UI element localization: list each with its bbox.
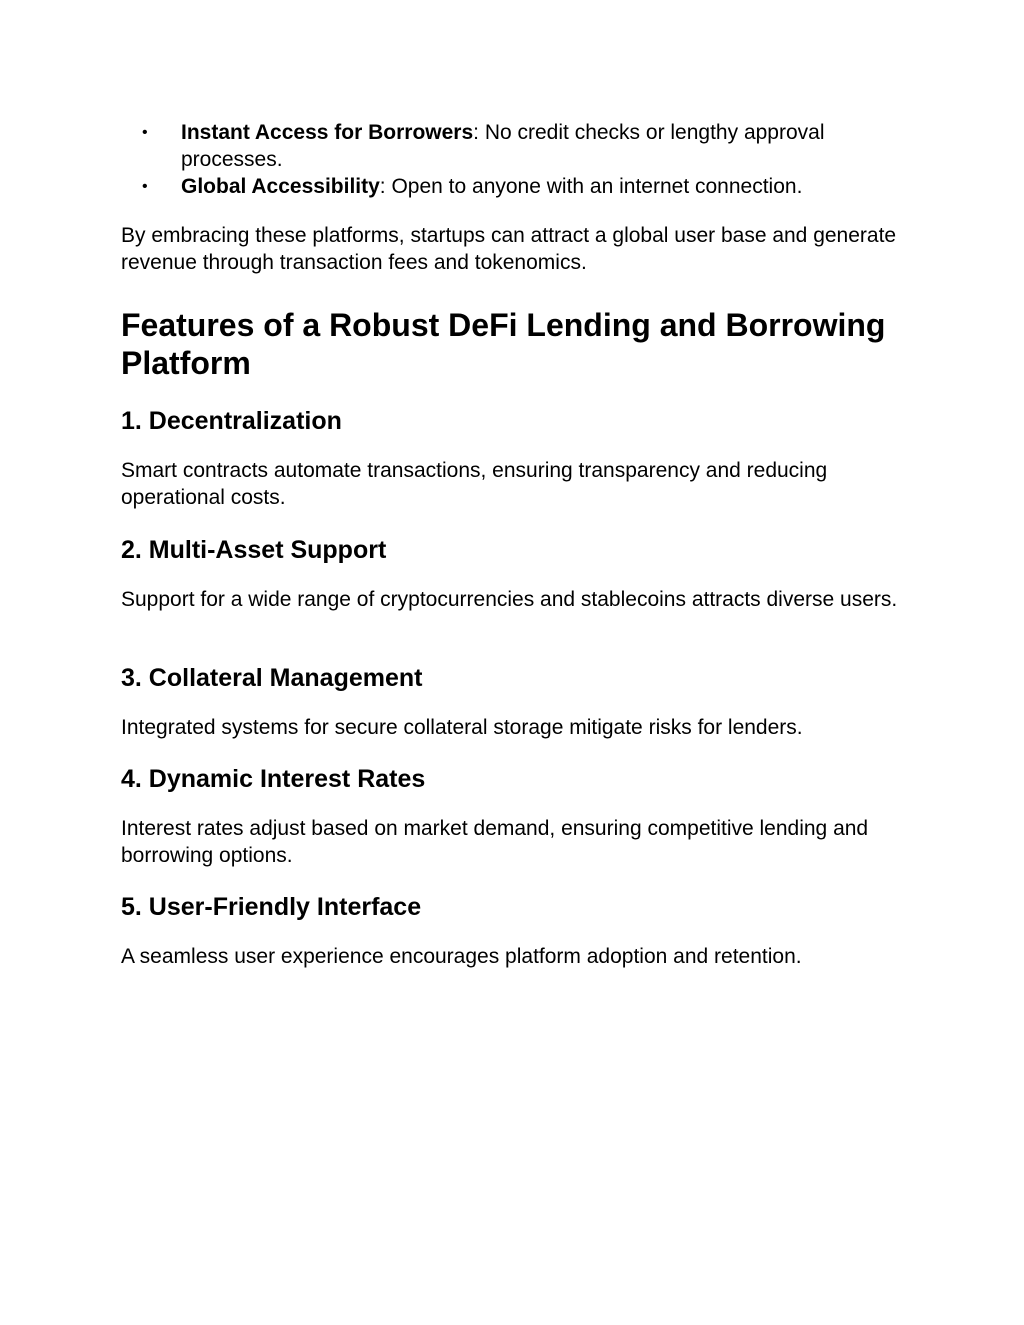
feature-interface-body — [121, 943, 911, 970]
feature-multi-asset-body — [121, 586, 911, 613]
feature-heading: 2. Multi-Asset Support — [121, 536, 387, 564]
bullet-icon: • — [142, 124, 148, 141]
feature-heading: 4. Dynamic Interest Rates — [121, 765, 426, 793]
feature-collateral — [121, 663, 911, 693]
intro-block — [121, 222, 911, 276]
section-title-block — [121, 306, 911, 382]
feature-interest-rates-body — [121, 815, 911, 869]
feature-text: Interest rates adjust based on market demand, ensuring competitive lending and borrowing options. — [121, 817, 869, 867]
list-item — [121, 119, 911, 173]
feature-decentralization — [121, 406, 911, 436]
list-item-text: : No credit checks or lengthy approval processes. — [181, 121, 825, 171]
feature-heading: 5. User-Friendly Interface — [121, 893, 422, 921]
feature-text: Support for a wide range of cryptocurrencies and stablecoins attracts diverse users. — [121, 588, 898, 611]
feature-heading: 1. Decentralization — [121, 407, 342, 435]
bullet-icon: • — [142, 178, 148, 195]
feature-text: Smart contracts automate transactions, ensuring transparency and reducing operational costs. — [121, 459, 828, 509]
section-title: Features of a Robust DeFi Lending and Borrowing Platform — [121, 307, 886, 381]
benefit-list — [121, 119, 911, 200]
feature-text: Integrated systems for secure collateral storage mitigate risks for lenders. — [121, 716, 803, 739]
list-item — [121, 173, 911, 200]
feature-collateral-body — [121, 714, 911, 741]
list-item-title: Global Accessibility — [181, 175, 380, 198]
feature-interface — [121, 892, 911, 922]
feature-multi-asset — [121, 535, 911, 565]
feature-decentralization-body — [121, 457, 911, 511]
list-item-text: : Open to anyone with an internet connection. — [379, 175, 803, 198]
feature-heading: 3. Collateral Management — [121, 664, 423, 692]
feature-text: A seamless user experience encourages platform adoption and retention. — [121, 945, 802, 968]
list-item-title: Instant Access for Borrowers — [181, 121, 474, 144]
feature-interest-rates — [121, 764, 911, 794]
intro-paragraph: By embracing these platforms, startups can attract a global user base and generate revenue through transaction fees and tokenomics. — [121, 224, 897, 274]
